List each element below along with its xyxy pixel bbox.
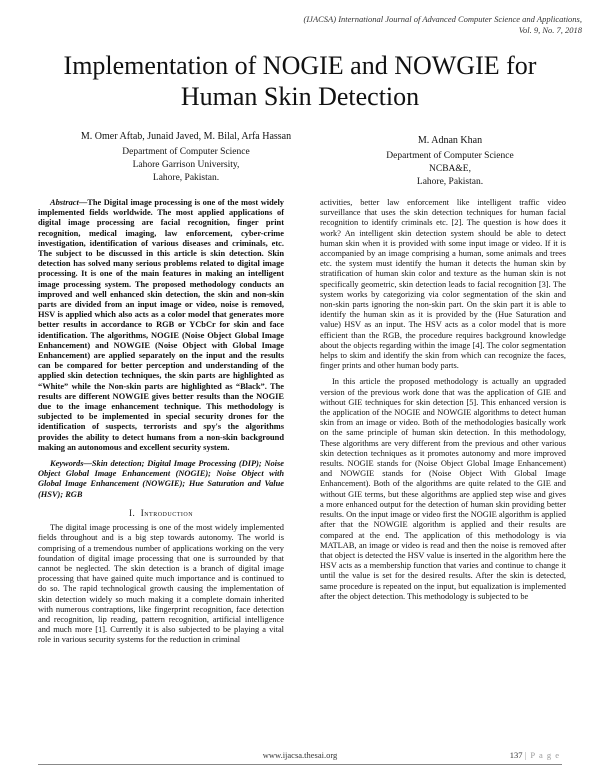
author-department: Department of Computer Science xyxy=(122,147,250,157)
abstract xyxy=(38,198,284,453)
body-paragraph: In this article the proposed methodology is actually an upgraded version of the previous work done that was the application of GIE and without GIE techniques for skin detection [5]. This enhanced version is the application of the NOGIE and NOWGIE algorithms to detect human skin from an image or video. Both of the methodologies basically work on the same principle of human skin detection. In this methodology, These algorithms are very different from the previous and other various skin detection techniques as it promotes autonomy and more improved results. NOGIE stands for (Noise Object Global Image Enhancement) and NOWGIE stands for (Noise Object With Global Image Enhancement). Both of the algorithms are quite related to the GIE and without GIE terms, but these algorithms are applied step wise and gives a more enhanced output for the detection of human skin providing better results. On the input image or video first the NOGIE algorithm is applied after that the NOWGIE algorithm is applied and their results are compared at the end. The application of this methodology is via MATLAB, an image or video is read and then the noise is removed after that object is detected the HSV value is inserted in the algorithm here the HSV acts as a membership function that varies and continue to change it until the value is set for the desired results. After the skin is detected, same procedure is repeated on the input, but equalization is implemented after the object detection. This methodology is subjected to be xyxy=(320,377,566,601)
journal-name: (IJACSA) International Journal of Advanced Computer Science and Applications, xyxy=(303,14,582,24)
author-department: Department of Computer Science xyxy=(386,151,514,161)
abstract-text: The Digital image processing is one of the most widely implemented fields worldwide. The most applied applications of digital image processing are facial recognition, finger print recognition, medical imaging, law enforcement, cyber-crime investigation, identification of various diseases and criminals, etc. The subject to be discussed in this article is skin detection. Skin detection has solved many serious problems related to digital image processing. It is one of the main features in making an intelligent image processing system. The proposed methodology conducts an improved and well enhanced skin detection, the skin and non-skin parts are divided from an input image or video, noise is removed, HSV is applied which also acts as a color model that generates more better results in accordance to RGB or YCbCr for skin and face identification. The algorithms, NOGIE (Noise Object Global Image Enhancement) and NOWGIE (Noise Object with Global Image Enhancement) are applied separately on the input and the results can be compared for better perception and understanding of the applied skin detection techniques, the skin parts are highlighted as “White” while the Non-skin parts are highlighted as “Black”. The results are different NOWGIE gives better results than the NOGIE due to the image enhancement technique. This methodology is subjected to be implemented in special security drones for the identification of suspects, terrorists and spy's the algorithms provides the ability to detect humans from a non-skin background making an autonomous and excellent security system. xyxy=(38,198,284,452)
author-location: Lahore, Pakistan. xyxy=(152,173,220,183)
author-location: Lahore, Pakistan. xyxy=(416,177,484,187)
author-organization: NCBA&E, xyxy=(429,164,471,174)
author-organization: Lahore Garrison University, xyxy=(132,160,240,170)
keywords xyxy=(38,459,284,500)
keywords-text: Skin detection; Digital Image Processing (DIP); Noise Object Global Image Enhancement (NOGIE); Noise Object with Global Image Enhancement (NOWGIE); Hue Saturation and Value (HSV); RGB xyxy=(38,459,284,499)
body-paragraph: activities, better law enforcement like intelligent traffic video surveillance that uses the skin detection techniques for human facial recognition to identify criminals etc. [2]. The question is how does it work? An intelligent skin detection system should be able to detect human skin when it is provided with some input image or video. If it is accompanied by an image comprising a human, some animals and trees etc. the system must identify the human it detects the human skin by stratification of human skin color and texture as the human skin is not specifically geometric, skin detection leads to facial recognition [3]. The system works by categorizing via color segmentation of the skin and non-skin parts ignoring the non-skin part. On the skin part it is able to identify the human skin as it is provided by the (Hue Saturation and value) HSV as an input. The HSV acts as a color model that is more efficient than the RGB, the procedure requires background knowledge about the objects regarding within the image [4]. The color segmentation helps to skim and identify the skin from which can recognize the faces, finger prints and other human body parts. xyxy=(320,198,566,371)
author-names: M. Adnan Khan xyxy=(417,135,483,146)
intro-paragraph: The digital image processing is one of the most widely implemented fields throughout and is a big step towards autonomy. The world is comprising of a tremendous number of applications working on the very foundation of digital image processing that one is surrounded by that cannot be neglected. The skin detection is a branch of digital image processing that have gained quite much importance and is continued to do so. The rapid technological growth causing the implementation of skin detection widely so much making it a complete domain inherited with numerous contraptions, like fingerprint recognition, face detection and recognition, lip reading, pattern recognition, artificial intelligence and much more [1]. Currently it is also subjected to be playing a vital role in various security systems for the reduction in criminal xyxy=(38,523,284,645)
page-number-value: 137 xyxy=(509,750,523,760)
page-number xyxy=(510,750,560,760)
footer-divider xyxy=(38,764,562,765)
right-column xyxy=(320,198,566,608)
left-column xyxy=(38,198,284,652)
author-block-1 xyxy=(36,130,336,185)
section-heading xyxy=(38,508,284,518)
abstract-label: Abstract— xyxy=(50,198,88,207)
journal-volume: Vol. 9, No. 7, 2018 xyxy=(518,25,582,35)
section-title: Introduction xyxy=(140,507,194,518)
paper-title: Implementation of NOGIE and NOWGIE for Human Skin Detection xyxy=(63,51,537,111)
journal-header xyxy=(202,14,582,36)
author-block-2 xyxy=(340,134,560,189)
journal-website: www.ijacsa.thesai.org xyxy=(262,750,338,760)
keywords-label: Keywords— xyxy=(50,459,92,469)
page-label: | P a g e xyxy=(524,750,560,760)
author-names: M. Omer Aftab, Junaid Javed, M. Bilal, Arfa Hassan xyxy=(80,131,292,142)
section-number: I. xyxy=(128,507,136,518)
